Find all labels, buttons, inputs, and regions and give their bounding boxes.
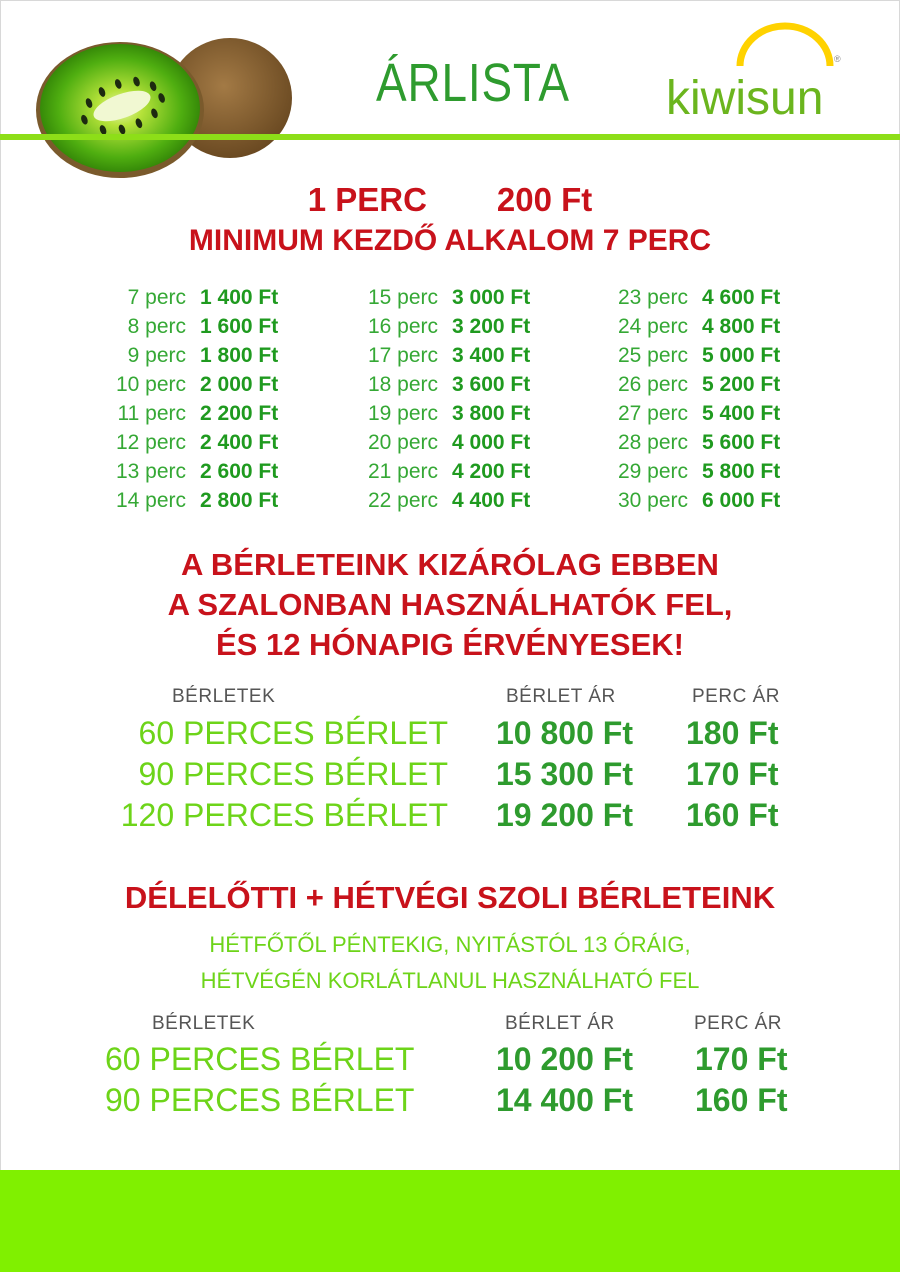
- pass-name: 60 PERCES BÉRLET: [138, 715, 448, 751]
- page-title: ÁRLISTA: [376, 53, 570, 113]
- minimum-session-note: MINIMUM KEZDŐ ALKALOM 7 PERC: [188, 224, 712, 257]
- list-item: 11 perc 2 200 Ft: [117, 402, 279, 425]
- notice-line-2: A SZALONBAN HASZNÁLHATÓK FEL,: [167, 587, 733, 622]
- day-col-price-header: BÉRLET ÁR: [505, 1013, 615, 1034]
- list-item: 21 perc 4 200 Ft: [367, 460, 531, 483]
- list-item: 26 perc 5 200 Ft: [617, 373, 781, 396]
- day-col-name-header: BÉRLETEK: [152, 1013, 256, 1034]
- per-minute-label: 1 PERC: [307, 181, 427, 218]
- pass-name: 60 PERCES BÉRLET: [105, 1041, 415, 1077]
- table-row: [0, 795, 806, 835]
- kiwisun-logo: [662, 14, 842, 124]
- list-item: 9 perc 1 800 Ft: [127, 344, 279, 367]
- list-item: 20 perc 4 000 Ft: [367, 431, 531, 454]
- per-minute-headline: [0, 181, 900, 219]
- table-row: [105, 1039, 815, 1079]
- list-item: 23 perc 4 600 Ft: [617, 286, 781, 309]
- list-item: 8 perc 1 600 Ft: [127, 315, 279, 338]
- list-item: 24 perc 4 800 Ft: [617, 315, 781, 338]
- pass-price: 19 200 Ft: [496, 797, 633, 833]
- list-item: 13 perc 2 600 Ft: [115, 460, 279, 483]
- pass-per-minute: 160 Ft: [686, 797, 779, 833]
- minute-column-3: [600, 283, 780, 515]
- passes-col-per-header: PERC ÁR: [692, 686, 780, 707]
- list-item: 19 perc 3 800 Ft: [367, 402, 531, 425]
- passes-col-price-header: BÉRLET ÁR: [506, 686, 616, 707]
- day-pass-title: DÉLELŐTTI + HÉTVÉGI SZOLI BÉRLETEINK: [124, 880, 776, 915]
- list-item: 10 perc 2 000 Ft: [115, 373, 279, 396]
- table-row: [105, 1080, 815, 1120]
- pass-per-minute: 160 Ft: [695, 1082, 788, 1118]
- minute-price-grid: [0, 283, 900, 515]
- list-item: 14 perc 2 800 Ft: [115, 489, 279, 512]
- day-pass-sub-2: HÉTVÉGÉN KORLÁTLANUL HASZNÁLHATÓ FEL: [200, 968, 700, 993]
- list-item: 27 perc 5 400 Ft: [617, 402, 781, 425]
- pass-price: 10 800 Ft: [496, 715, 633, 751]
- list-item: 16 perc 3 200 Ft: [367, 315, 531, 338]
- pass-name: 90 PERCES BÉRLET: [138, 756, 448, 792]
- pass-price: 10 200 Ft: [496, 1041, 633, 1077]
- table-row: [0, 713, 806, 753]
- pass-per-minute: 170 Ft: [695, 1041, 788, 1077]
- registered-mark: ®: [834, 54, 841, 64]
- list-item: 25 perc 5 000 Ft: [617, 344, 781, 367]
- notice-line-1: A BÉRLETEINK KIZÁRÓLAG EBBEN: [181, 547, 719, 582]
- list-item: 17 perc 3 400 Ft: [367, 344, 531, 367]
- day-col-per-header: PERC ÁR: [694, 1013, 782, 1034]
- list-item: 15 perc 3 000 Ft: [367, 286, 531, 309]
- list-item: 18 perc 3 600 Ft: [367, 373, 531, 396]
- footer-band: [0, 1170, 900, 1272]
- kiwi-fruit-icon: [30, 30, 300, 190]
- day-pass-sub-1: HÉTFŐTŐL PÉNTEKIG, NYITÁSTÓL 13 ÓRÁIG,: [209, 932, 691, 957]
- list-item: 12 perc 2 400 Ft: [115, 431, 279, 454]
- list-item: 7 perc 1 400 Ft: [127, 286, 279, 309]
- pass-name: 120 PERCES BÉRLET: [120, 797, 448, 833]
- per-minute-price: 200 Ft: [496, 181, 593, 218]
- notice-line-3: ÉS 12 HÓNAPIG ÉRVÉNYESEK!: [215, 627, 684, 662]
- table-row: [0, 754, 806, 794]
- pass-per-minute: 180 Ft: [686, 715, 779, 751]
- list-item: 22 perc 4 400 Ft: [367, 489, 531, 512]
- pass-notice: [0, 545, 900, 665]
- minute-column-1: [100, 283, 278, 515]
- pass-per-minute: 170 Ft: [686, 756, 779, 792]
- header-divider: [0, 134, 900, 140]
- logo-text: kiwisun: [666, 72, 824, 124]
- passes-col-name-header: BÉRLETEK: [172, 686, 276, 707]
- pass-name: 90 PERCES BÉRLET: [105, 1082, 415, 1118]
- pass-price: 14 400 Ft: [496, 1082, 633, 1118]
- list-item: 28 perc 5 600 Ft: [617, 431, 781, 454]
- minute-column-2: [350, 283, 530, 515]
- list-item: 29 perc 5 800 Ft: [617, 460, 781, 483]
- pass-price: 15 300 Ft: [496, 756, 633, 792]
- list-item: 30 perc 6 000 Ft: [617, 489, 781, 512]
